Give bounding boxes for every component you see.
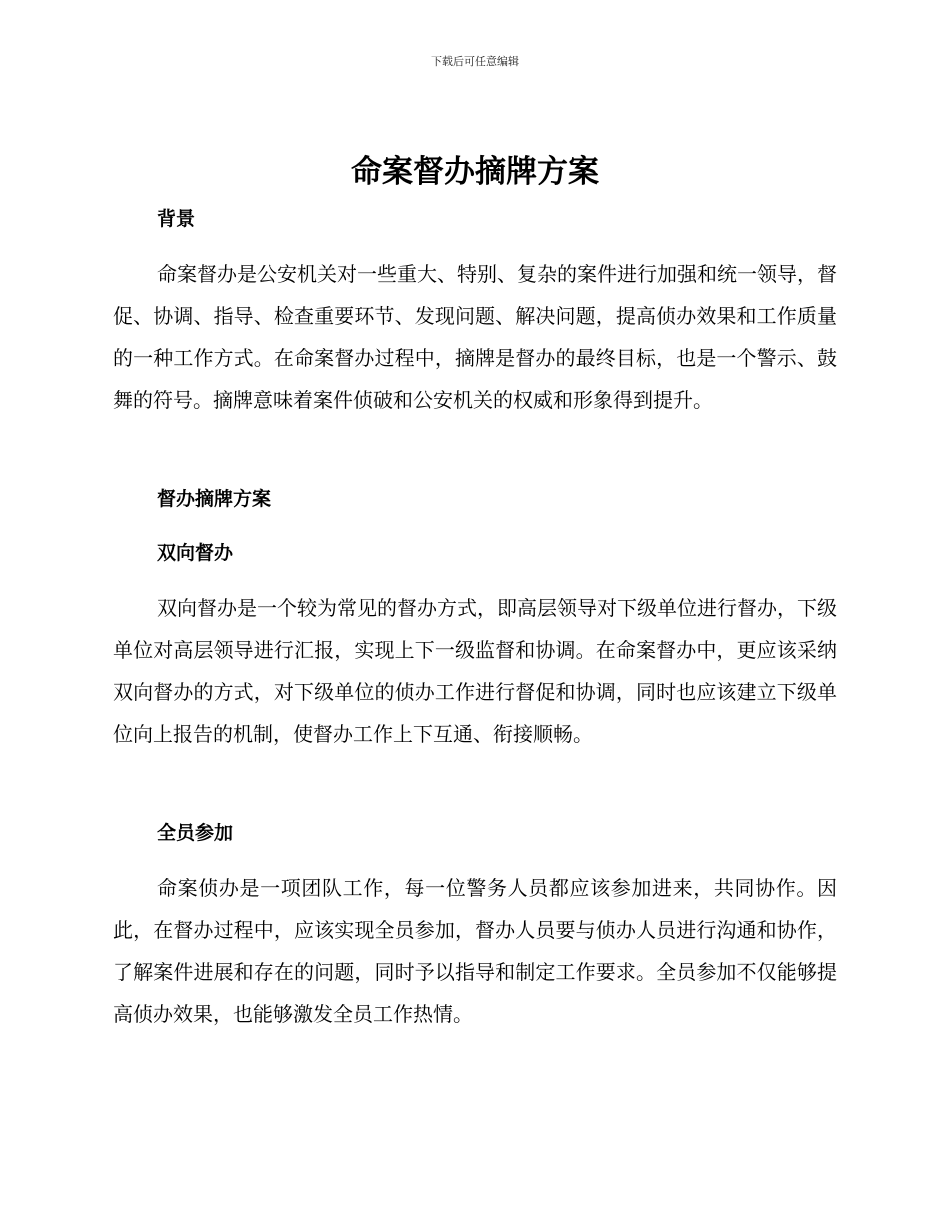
section-heading-plan: 督办摘牌方案	[157, 488, 272, 510]
section-paragraph-all-staff: 命案侦办是一项团队工作，每一位警务人员都应该参加进来，共同协作。因此，在督办过程中，应该实现全员参加，督办人员要与侦办人员进行沟通和协作，了解案件进展和存在的问题，同时予以指导和制定工作要求。全员参加不仅能够提高侦办效果，也能够激发全员工作热情。	[113, 876, 837, 1026]
section-paragraph-background: 命案督办是公安机关对一些重大、特别、复杂的案件进行加强和统一领导，督促、协调、指导、检查重要环节、发现问题、解决问题，提高侦办效果和工作质量的一种工作方式。在命案督办过程中，摘牌是督办的最终目标，也是一个警示、鼓舞的符号。摘牌意味着案件侦破和公安机关的权威和形象得到提升。	[113, 262, 837, 412]
section-paragraph-two-way: 双向督办是一个较为常见的督办方式，即高层领导对下级单位进行督办，下级单位对高层领导进行汇报，实现上下一级监督和协调。在命案督办中，更应该采纳双向督办的方式，对下级单位的侦办工作进行督促和协调，同时也应该建立下级单位向上报告的机制，使督办工作上下互通、衔接顺畅。	[113, 596, 837, 746]
page-header-note: 下载后可任意编辑	[431, 55, 519, 68]
section-heading-all-staff: 全员参加	[157, 822, 234, 844]
document-title: 命案督办摘牌方案	[351, 154, 599, 190]
section-heading-background: 背景	[157, 208, 196, 230]
section-heading-two-way: 双向督办	[157, 542, 234, 564]
